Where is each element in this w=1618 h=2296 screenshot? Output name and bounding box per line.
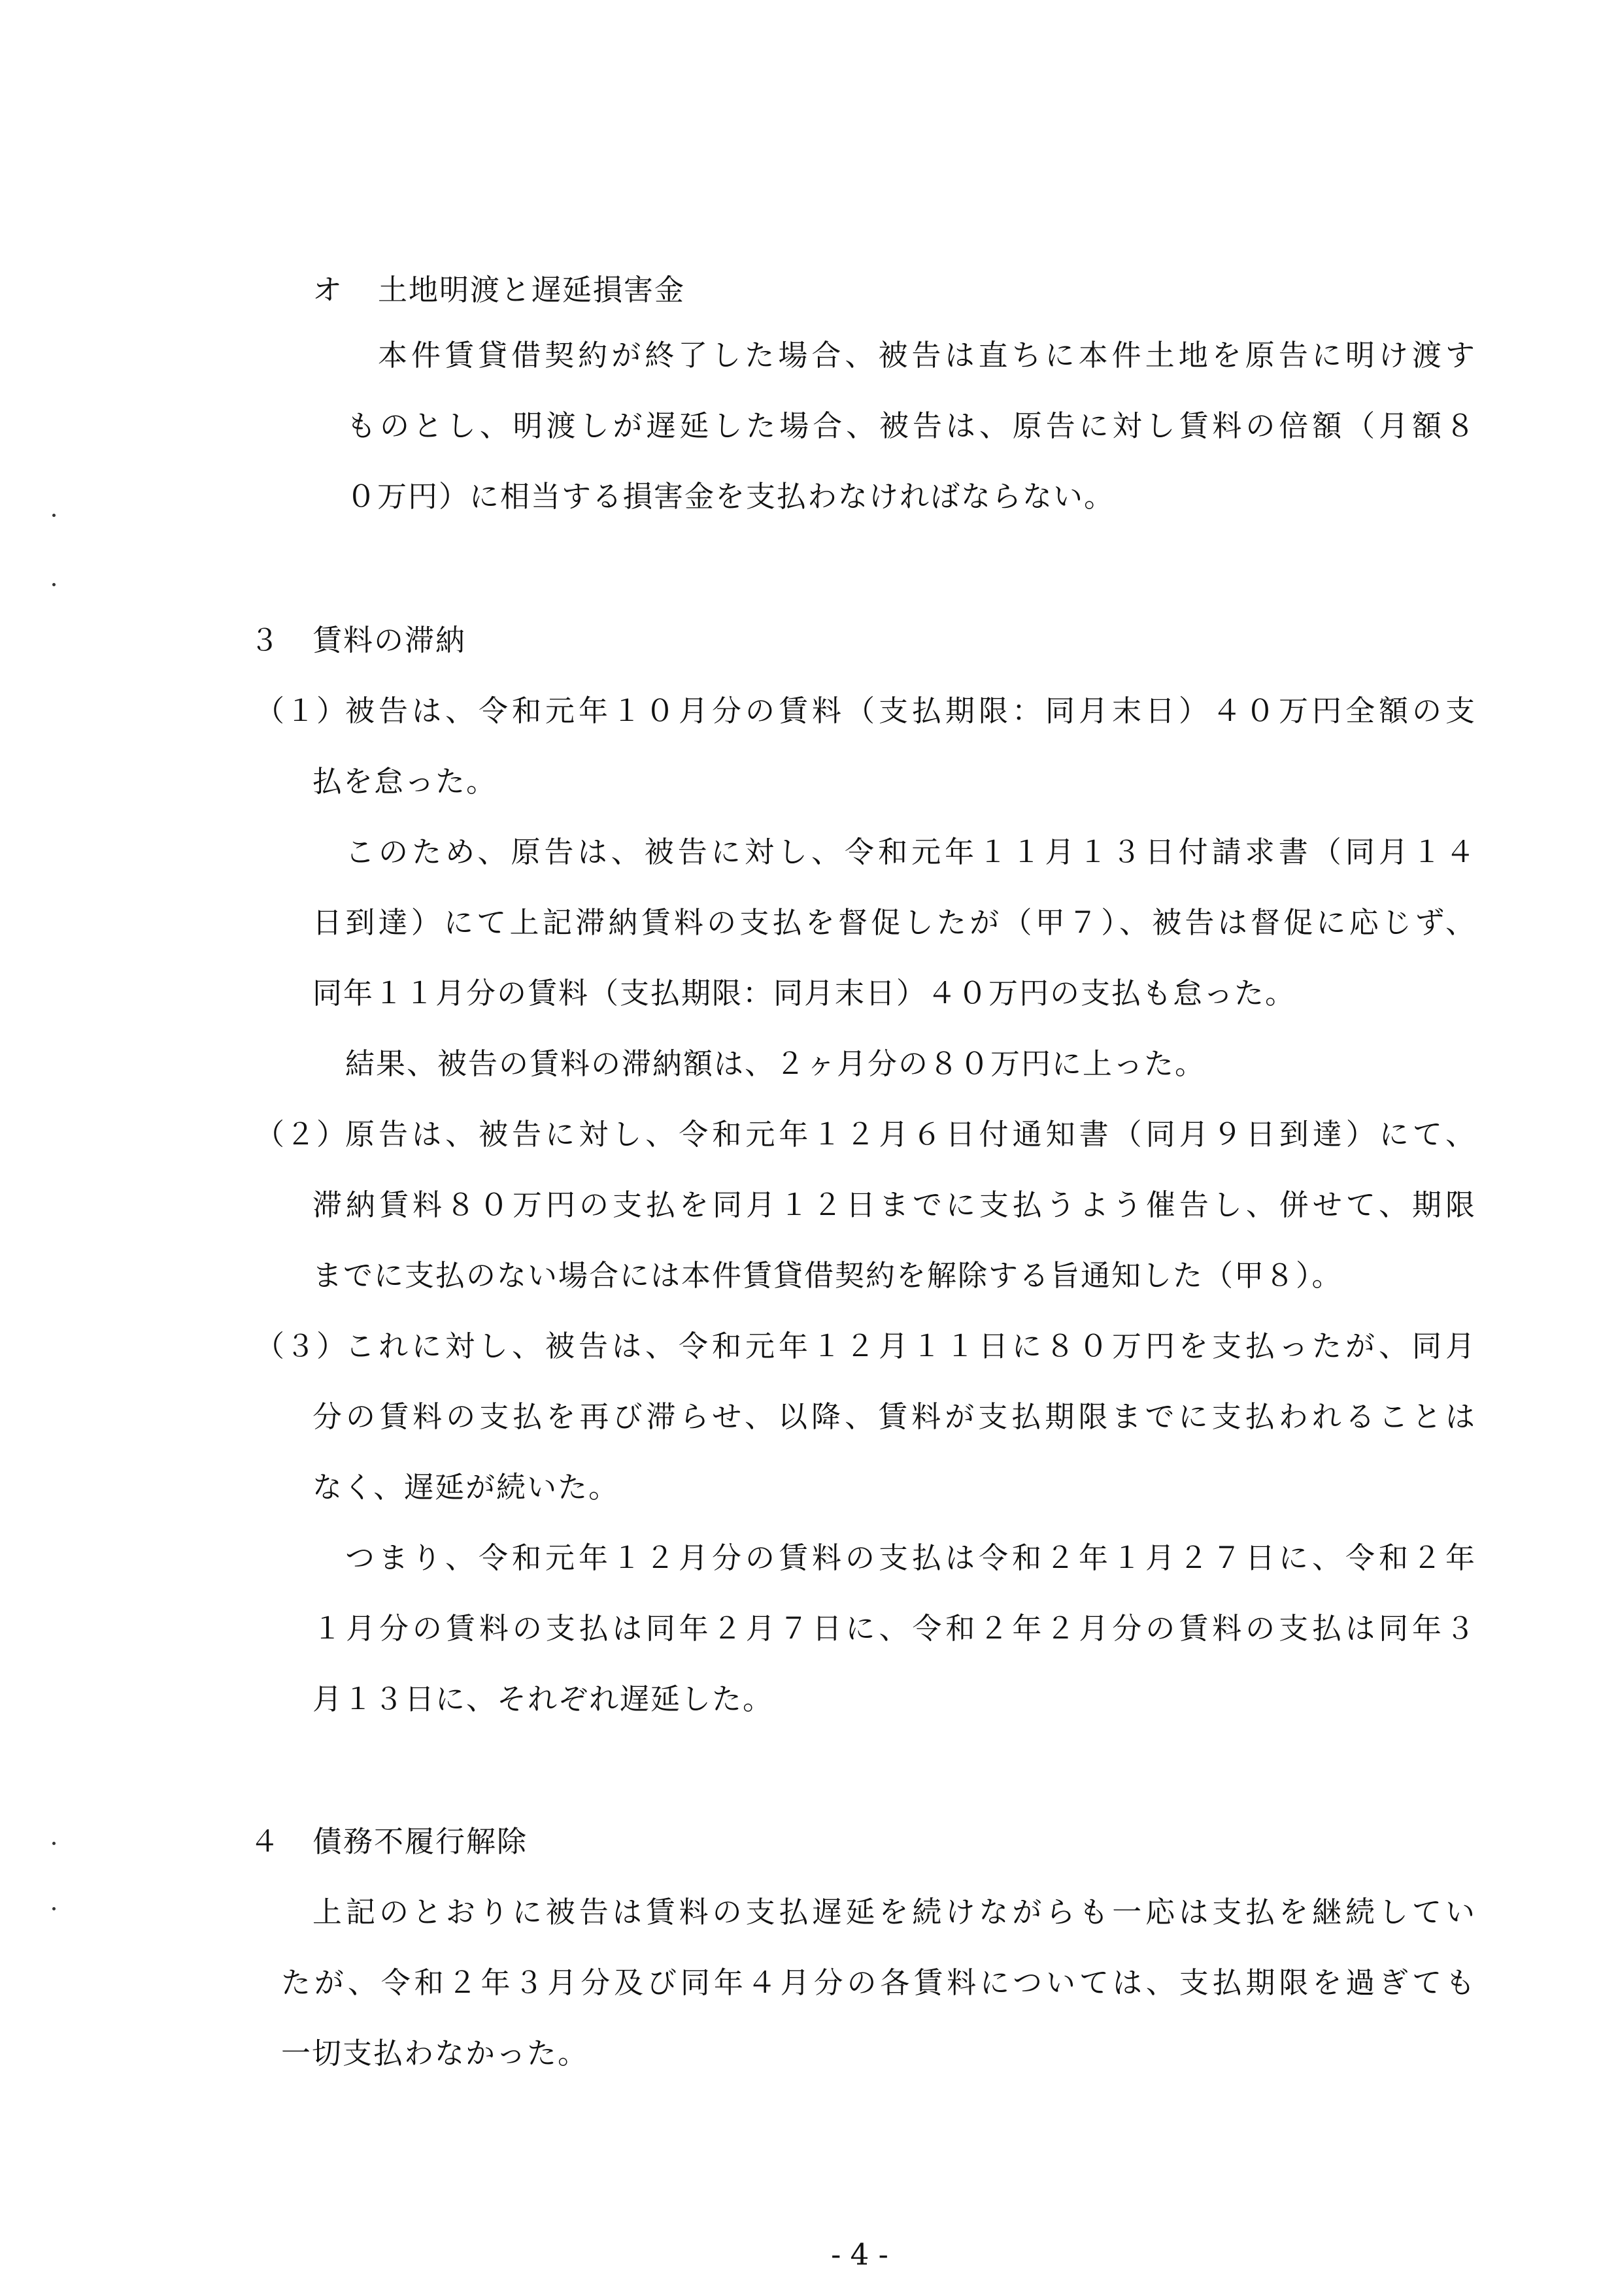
item-3-line-1: これに対し、被告は、令和元年１２月１１日に８０万円を支払ったが、同月	[345, 1329, 1476, 1363]
item-1-para2-line-3: 同年１１月分の賃料（支払期限：同月末日）４０万円の支払も怠った。	[312, 976, 1296, 1010]
item-1-para2-line-2: 日到達）にて上記滞納賃料の支払を督促したが（甲７）、被告は督促に応じず、	[312, 905, 1476, 940]
item-1-para3: 結果、被告の賃料の滞納額は、２ヶ月分の８０万円に上った。	[345, 1046, 1206, 1081]
page-number: - 4 -	[831, 2237, 888, 2272]
item-2-line-2: 滞納賃料８０万円の支払を同月１２日までに支払うよう催告し、併せて、期限	[312, 1188, 1476, 1222]
section-4-line-1: 上記のとおりに被告は賃料の支払遅延を続けながらも一応は支払を継続してい	[312, 1895, 1476, 1929]
margin-mark	[52, 1842, 56, 1845]
margin-mark	[52, 1907, 56, 1910]
section-o-line-3: ０万円）に相当する損害金を支払わなければならない。	[346, 479, 1115, 514]
section-o-marker: オ	[312, 273, 343, 307]
item-1-line-2: 払を怠った。	[312, 764, 497, 799]
item-3-line-2: 分の賃料の支払を再び滞らせ、以降、賃料が支払期限までに支払われることは	[312, 1399, 1476, 1434]
item-3-line-3: なく、遅延が続いた。	[312, 1470, 620, 1505]
section-4-title: 債務不履行解除	[312, 1824, 528, 1859]
item-2-line-3: までに支払のない場合には本件賃貸借契約を解除する旨通知した（甲８）。	[312, 1258, 1343, 1293]
margin-mark	[52, 514, 56, 517]
item-2-label: （２）	[255, 1117, 348, 1152]
section-o-line-2: ものとし、明渡しが遅延した場合、被告は、原告に対し賃料の倍額（月額８	[346, 408, 1476, 443]
item-3-para2-line-2: １月分の賃料の支払は同年２月７日に、令和２年２月分の賃料の支払は同年３	[312, 1611, 1476, 1646]
section-o-title: 土地明渡と遅延損害金	[378, 273, 686, 307]
item-2-line-1: 原告は、被告に対し、令和元年１２月６日付通知書（同月９日到達）にて、	[345, 1117, 1476, 1152]
section-3-title: 賃料の滞納	[312, 623, 467, 657]
item-3-para2-line-1: つまり、令和元年１２月分の賃料の支払は令和２年１月２７日に、令和２年	[345, 1540, 1476, 1575]
item-1-para2-line-1: このため、原告は、被告に対し、令和元年１１月１３日付請求書（同月１４	[345, 835, 1476, 869]
margin-mark	[52, 583, 56, 586]
item-3-label: （３）	[255, 1329, 348, 1363]
section-4-line-2: たが、令和２年３月分及び同年４月分の各賃料については、支払期限を過ぎても	[281, 1965, 1476, 2000]
item-1-line-1: 被告は、令和元年１０月分の賃料（支払期限：同月末日）４０万円全額の支	[345, 693, 1476, 728]
section-4-number: ４	[250, 1824, 280, 1859]
section-o-line-1: 本件賃貸借契約が終了した場合、被告は直ちに本件土地を原告に明け渡す	[378, 338, 1476, 373]
item-3-para2-line-3: 月１３日に、それぞれ遅延した。	[312, 1682, 774, 1716]
item-1-label: （１）	[255, 693, 348, 728]
section-4-line-3: 一切支払わなかった。	[281, 2036, 589, 2071]
section-3-number: ３	[250, 623, 280, 657]
